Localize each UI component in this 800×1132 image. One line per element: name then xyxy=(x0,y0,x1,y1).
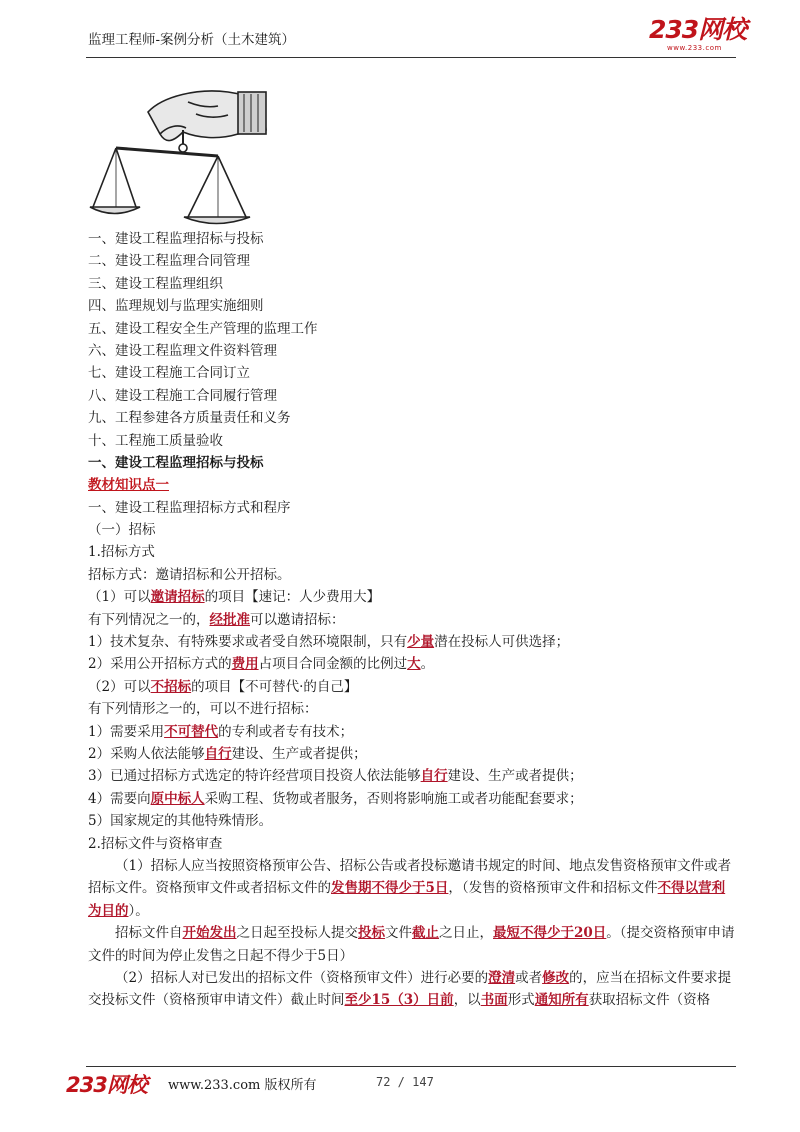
toc-item[interactable]: 七、建设工程施工合同订立 xyxy=(88,365,250,382)
highlight: 至少15（3）日前 xyxy=(344,992,454,1009)
text: 招标文件自 xyxy=(115,925,183,942)
text: 。 xyxy=(420,656,435,673)
text: 可以邀请招标： xyxy=(250,611,345,628)
paragraph xyxy=(88,765,738,787)
text: 获取招标文件（资格 xyxy=(588,992,711,1009)
paragraph: 有下列情形之一的，可以不进行招标： xyxy=(88,701,318,718)
highlight: 修改 xyxy=(542,969,570,986)
text: ，（发售的资格预审文件和招标文件 xyxy=(448,880,658,897)
text: 形式 xyxy=(507,992,535,1009)
highlight: 邀请招标 xyxy=(150,589,205,606)
footer-logo[interactable]: 233网校 xyxy=(66,1073,147,1097)
text: 1）需要采用 xyxy=(88,723,165,740)
paragraph xyxy=(88,855,738,922)
subheading: 1.招标方式 xyxy=(88,544,155,561)
page-number: 72 / 147 xyxy=(376,1075,434,1089)
highlight: 少量 xyxy=(407,634,435,651)
brand-logo[interactable]: 233网校 xyxy=(649,15,747,44)
text: ）。 xyxy=(128,902,149,919)
paragraph: 招标方式：邀请招标和公开招标。 xyxy=(88,566,291,583)
text: 建设、生产或者提供； xyxy=(231,745,367,762)
highlight: 发售期不得少于5日 xyxy=(331,880,449,897)
text: 之日止， xyxy=(439,925,493,942)
highlight: 投标 xyxy=(358,925,385,942)
toc-item[interactable]: 三、建设工程监理组织 xyxy=(88,275,223,292)
text: 占项目合同金额的比例过 xyxy=(258,656,408,673)
knowledge-point-label: 教材知识点一 xyxy=(88,477,169,494)
text: （1）可以 xyxy=(88,589,151,606)
text: 文件 xyxy=(385,925,412,942)
paragraph xyxy=(88,653,738,675)
highlight: 原中标人 xyxy=(150,790,205,807)
text: （1）招标人应当按照资格预审公告、招标公告或者投标邀请书规定的时间、地点发售资格预审文件或者招标文件。资格预审文件或者招标文件的 xyxy=(88,857,732,897)
text: 2）采购人依法能够 xyxy=(88,745,205,762)
toc-item[interactable]: 五、建设工程安全生产管理的监理工作 xyxy=(88,320,318,337)
highlight: 澄清 xyxy=(488,969,516,986)
highlight: 书面 xyxy=(480,992,508,1009)
text: 的，应当在招标文件要求提交投标文件（资格预审申请文件）截止时间 xyxy=(88,969,732,1009)
highlight: 自行 xyxy=(204,745,232,762)
toc-item[interactable]: 十、工程施工质量验收 xyxy=(88,432,223,449)
paragraph xyxy=(88,676,738,698)
paragraph: 5）国家规定的其他特殊情形。 xyxy=(88,813,273,830)
text: 的项目【速记：人少费用大】 xyxy=(204,589,381,606)
toc-item[interactable]: 二、建设工程监理合同管理 xyxy=(88,253,250,270)
subheading: （一）招标 xyxy=(88,522,156,539)
paragraph xyxy=(88,586,738,608)
paragraph xyxy=(88,631,738,653)
paragraph xyxy=(88,609,738,631)
highlight: 经批准 xyxy=(209,611,250,628)
text: 4）需要向 xyxy=(88,790,151,807)
footer-copyright: www.233.com 版权所有 xyxy=(168,1078,317,1093)
highlight: 开始发出 xyxy=(182,925,237,942)
toc-item[interactable]: 四、监理规划与监理实施细则 xyxy=(88,298,264,315)
text: 潜在投标人可供选择； xyxy=(434,634,570,651)
highlight: 大 xyxy=(407,656,421,673)
highlight: 截止 xyxy=(412,925,439,942)
text: 采购工程、货物或者服务，否则将影响施工或者功能配套要求； xyxy=(204,790,583,807)
text: 或者 xyxy=(515,969,543,986)
highlight: 不可替代 xyxy=(164,723,219,740)
footer-divider xyxy=(86,1066,736,1067)
text: 的项目【不可替代·的自己】 xyxy=(191,678,358,695)
highlight: 自行 xyxy=(420,768,448,785)
text: 1）技术复杂、有特殊要求或者受自然环境限制，只有 xyxy=(88,634,408,651)
paragraph xyxy=(88,967,738,1012)
paragraph xyxy=(88,743,738,765)
text: （2）招标人对已发出的招标文件（资格预审文件）进行必要的 xyxy=(115,969,489,986)
highlight: 不得以营利为目的 xyxy=(88,880,726,919)
scale-hand-illustration xyxy=(88,82,303,230)
paragraph xyxy=(88,721,738,743)
highlight: 不招标 xyxy=(150,678,192,695)
toc-item[interactable]: 九、工程参建各方质量责任和义务 xyxy=(88,410,291,427)
text: 2）采用公开招标方式的 xyxy=(88,656,232,673)
toc-item[interactable]: 八、建设工程施工合同履行管理 xyxy=(88,387,277,404)
highlight: 费用 xyxy=(231,656,259,673)
highlight: 通知所有 xyxy=(534,992,589,1009)
text: 建设、生产或者提供； xyxy=(447,768,583,785)
text: 3）已通过招标方式选定的特许经营项目投资人依法能够 xyxy=(88,768,421,785)
section-heading: 一、建设工程监理招标与投标 xyxy=(88,454,264,471)
text: ，以 xyxy=(453,992,481,1009)
subheading: 一、建设工程监理招标方式和程序 xyxy=(88,499,291,516)
toc-item[interactable]: 六、建设工程监理文件资料管理 xyxy=(88,342,277,359)
highlight: 最短不得少于20日 xyxy=(493,925,607,942)
document-body xyxy=(88,228,738,1012)
brand-logo-url: www.233.com xyxy=(667,44,722,52)
subheading: 2.招标文件与资格审查 xyxy=(88,835,223,852)
text: 有下列情况之一的， xyxy=(88,611,210,628)
text: 之日起至投标人提交 xyxy=(236,925,358,942)
text: （2）可以 xyxy=(88,678,151,695)
header-divider xyxy=(86,57,736,58)
paragraph xyxy=(88,788,738,810)
toc-item[interactable]: 一、建设工程监理招标与投标 xyxy=(88,231,264,247)
text: 的专利或者专有技术； xyxy=(218,723,354,740)
text: 。（提交资格预审申请文件的时间为停止发售之日起不得少于5日） xyxy=(88,925,735,964)
header-title: 监理工程师-案例分析（土木建筑） xyxy=(88,32,296,48)
paragraph xyxy=(88,922,738,967)
